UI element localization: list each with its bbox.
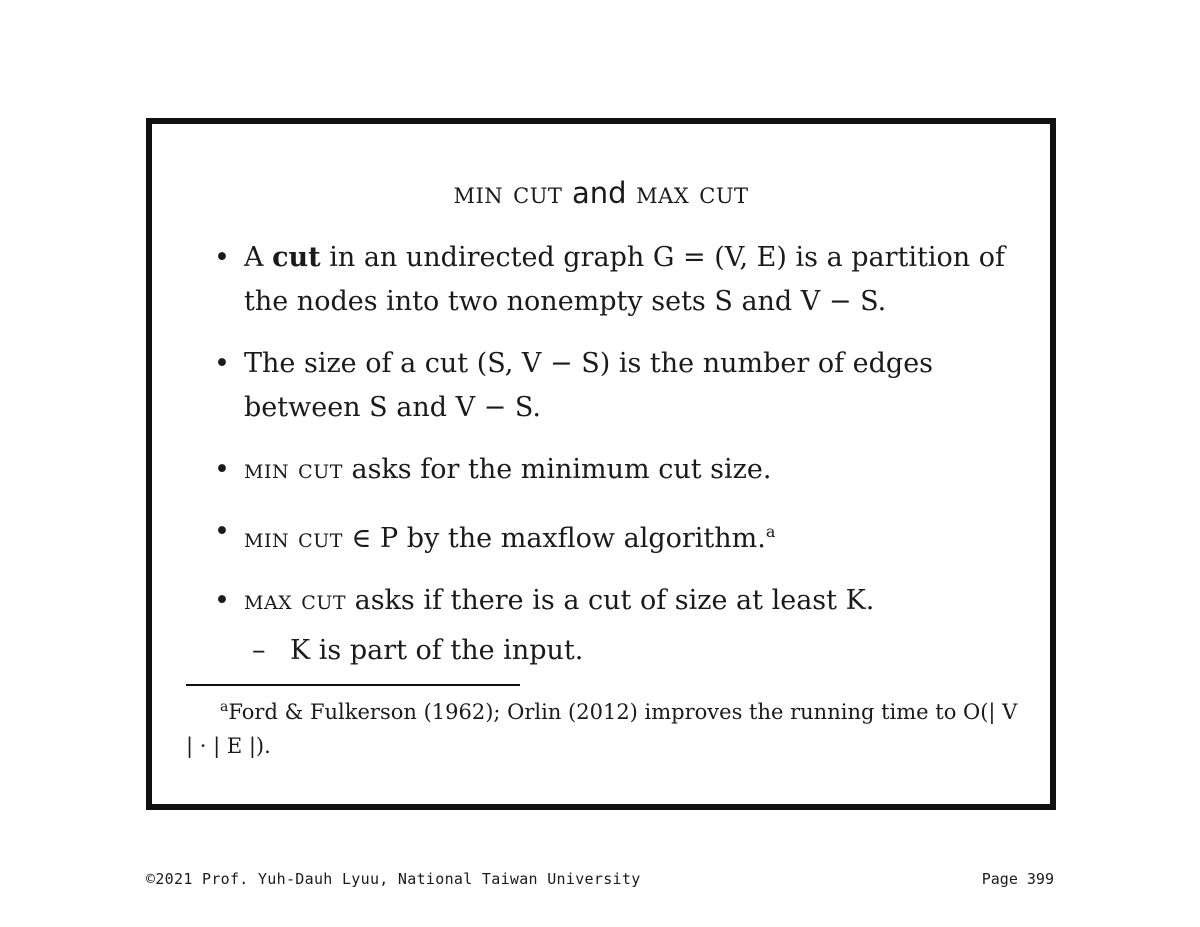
footnote-mark: a bbox=[220, 699, 229, 715]
term-cut: cut bbox=[272, 242, 321, 273]
bullet-min-cut: • min cut asks for the minimum cut size. bbox=[212, 448, 1012, 492]
footnote-rule bbox=[186, 684, 520, 686]
footnote-ref: a bbox=[765, 522, 776, 541]
title-and: and bbox=[571, 176, 627, 210]
title-max-cut: max cut bbox=[636, 176, 749, 211]
page-number: Page 399 bbox=[981, 870, 1054, 888]
sub-bullet-k-input: – K is part of the input. bbox=[212, 629, 1012, 673]
copyright-footer: ©2021 Prof. Yuh-Dauh Lyuu, National Taiwan University bbox=[146, 870, 641, 888]
title-min-cut: min cut bbox=[453, 176, 563, 211]
bullet-list bbox=[212, 236, 1012, 673]
footnote bbox=[186, 690, 1026, 763]
bullet-max-cut: • max cut asks if there is a cut of size at least K. bbox=[212, 579, 1012, 623]
dash-icon: – bbox=[252, 635, 266, 666]
bullet-cut-size: • The size of a cut (S, V − S) is the number of edges between S and V − S. bbox=[212, 342, 1012, 430]
footnote-text: Ford & Fulkerson (1962); Orlin (2012) improves the running time to O(| V | · | E |). bbox=[186, 700, 1018, 758]
bullet-dot-icon: • bbox=[214, 516, 230, 547]
bullet-dot-icon: • bbox=[214, 585, 230, 616]
bullet-dot-icon: • bbox=[214, 454, 230, 485]
bullet-min-cut-in-p: • min cut ∈ P by the maxflow algorithm.$^a$ bbox=[212, 510, 1012, 561]
bullet-dot-icon: • bbox=[214, 348, 230, 379]
bullet-cut-definition: • A cut in an undirected graph G = (V, E) is a partition of the nodes into two nonempty sets S and V − S. bbox=[212, 236, 1012, 324]
bullet-dot-icon: • bbox=[214, 242, 230, 273]
slide-title bbox=[152, 176, 1050, 211]
slide-frame bbox=[146, 118, 1056, 810]
